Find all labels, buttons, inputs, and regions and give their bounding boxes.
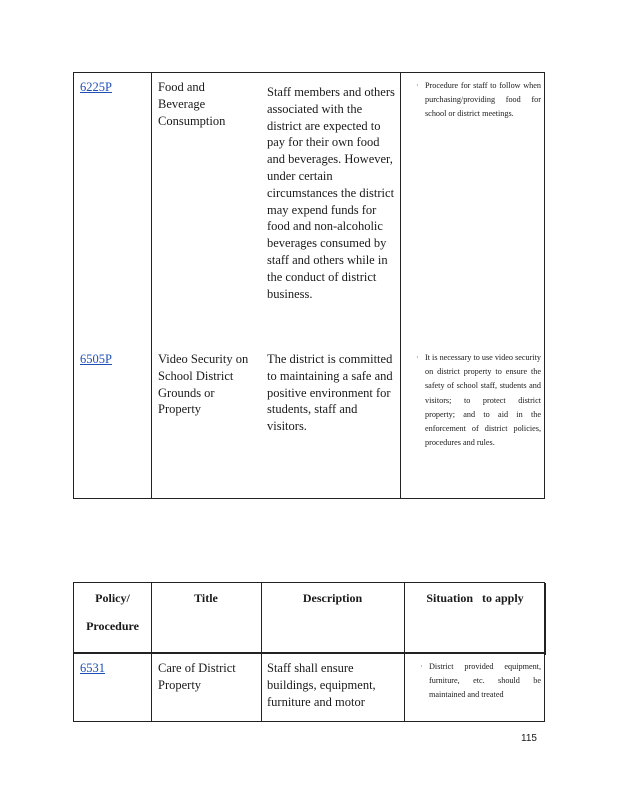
header-procedure: Procedure xyxy=(86,619,139,633)
policy-description: The district is committed to maintaining a safe and positive environment for students, staff and visitors. xyxy=(267,352,393,434)
header-policy: Policy/ xyxy=(95,591,130,605)
table-row-6225P xyxy=(80,79,112,96)
policy-code-link[interactable]: 6505P xyxy=(80,352,112,366)
bullet-icon: · xyxy=(416,81,419,90)
situation-text: Procedure for staff to follow when purchasing/providing food for school or district meetings. xyxy=(425,81,541,119)
table-row-6505P xyxy=(80,351,112,368)
header-divider xyxy=(74,652,544,654)
column-divider xyxy=(400,73,401,498)
policy-code-link[interactable]: 6531 xyxy=(80,661,105,675)
policy-title: Food and Beverage Consumption xyxy=(158,80,226,128)
situation-text: It is necessary to use video security on district property to ensure the safety of school staff, students and visitors; to protect district property; and to aid in the enforcement of district policies, procedures and rules. xyxy=(425,353,541,448)
bullet-icon: · xyxy=(420,662,423,671)
header-description: Description xyxy=(302,591,363,605)
policy-table-2 xyxy=(73,582,545,722)
column-divider xyxy=(151,73,152,498)
situation-to-apply xyxy=(416,351,541,450)
situation-to-apply xyxy=(416,79,541,122)
situation-to-apply xyxy=(420,660,541,720)
page-number: 115 xyxy=(521,733,537,744)
header-policy-procedure xyxy=(74,591,151,634)
situation-text: District provided equipment, furniture, etc. should be maintained and treated xyxy=(429,662,541,700)
policy-description: Staff shall ensure buildings, equipment, furniture and motor xyxy=(267,661,376,709)
table-row-6531 xyxy=(80,660,105,677)
header-title: Title xyxy=(194,591,218,605)
policy-code-link[interactable]: 6225P xyxy=(80,80,112,94)
policy-title: Video Security on School District Grounds or Property xyxy=(158,352,249,417)
policy-title: Care of District Property xyxy=(158,661,236,692)
bullet-icon: · xyxy=(416,353,419,362)
policy-table-1 xyxy=(73,72,545,499)
policy-description: Staff members and others associated with the district are expected to pay for their own food and beverages. However, under certain circumstances the district may expend funds for food and non-alcoholic beverages consumed by staff and others while in the conduct of district business. xyxy=(267,85,395,301)
header-situation: Situation to apply xyxy=(426,591,524,605)
